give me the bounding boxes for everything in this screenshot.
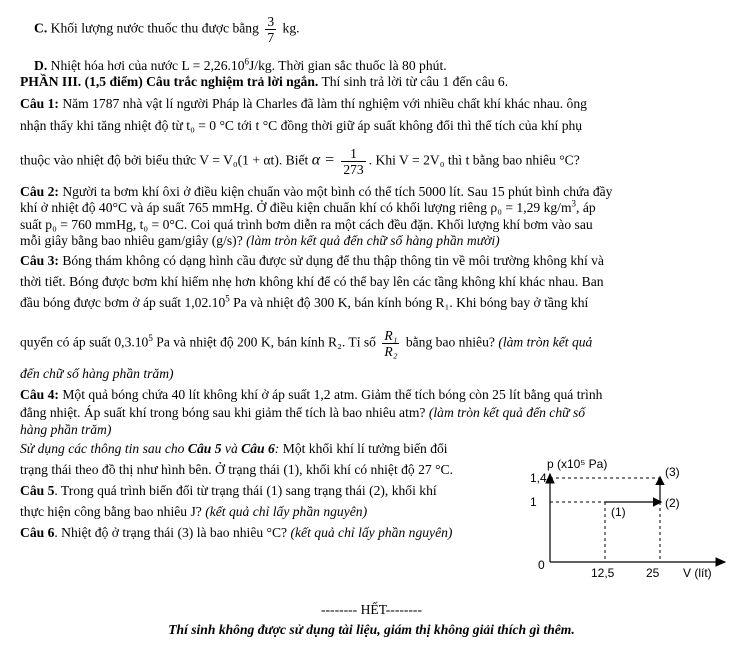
- q3-text3a: đầu bóng được bơm ở áp suất 1,02.10: [20, 295, 226, 310]
- q3-rounding-note: (làm tròn kết quả: [498, 334, 593, 350]
- q4-rounding-note2: hàng phần trăm): [20, 422, 112, 437]
- q1-text3b: . Khi V = 2V₀ thì t bằng bao nhiêu °C?: [368, 152, 580, 168]
- q3-text4b: Pa và nhiệt độ 200 K, bán kính R₂. Tỉ số: [156, 334, 376, 350]
- q1-text1: Năm 1787 nhà vật lí người Pháp là Charles đã làm thí nghiệm với nhiều chất khí khác nhau. ông: [62, 96, 587, 111]
- q4-text2: đẳng nhiệt. Áp suất khí trong bóng sau khi giảm thể tích là bao nhiêu atm?: [20, 405, 426, 420]
- q3-text4a: quyển có áp suất 0,3.10: [20, 334, 149, 350]
- origin-label: 0: [538, 558, 545, 572]
- q56-intro-f: Một khối khí lí tưởng biến đổi: [282, 441, 448, 456]
- q3-text3b: Pa và nhiệt độ 300 K, bán kính bóng R₁. Khi bóng bay ở tầng khí: [233, 295, 589, 310]
- q2-line4: [20, 232, 727, 250]
- x-tick-label: 12,5: [591, 566, 615, 580]
- q5-line2: [20, 503, 533, 521]
- q56-intro: [20, 440, 533, 458]
- q2-text2b: , áp: [576, 200, 596, 215]
- q3-line5: [20, 365, 727, 383]
- q56-intro-b: Câu 5: [187, 441, 222, 456]
- q4-line1: [20, 386, 727, 404]
- y-axis-label: p (x10⁵ Pa): [547, 457, 608, 471]
- frac-numerator: R₁: [384, 328, 398, 343]
- y-tick-label: 1,4: [530, 471, 547, 485]
- option-d-text: Nhiệt hóa hơi của nước L = 2,26.10: [50, 58, 245, 73]
- q6-label: Câu 6: [20, 525, 55, 540]
- q2-rounding-note: (làm tròn kết quả đến chữ số hàng phần mười): [246, 233, 500, 248]
- option-c-label: C.: [34, 20, 48, 36]
- q3-line4: [20, 328, 727, 359]
- option-c-unit: kg.: [282, 20, 300, 36]
- q2-text4: mỗi giây bằng bao nhiêu gam/giây (g/s)?: [20, 233, 243, 248]
- option-c-fraction: [265, 14, 276, 45]
- option-d-text2: J/kg. Thời gian sắc thuốc là 80 phút.: [249, 58, 447, 73]
- state-label: (2): [665, 496, 680, 510]
- q2-line3: suất p₀ = 760 mmHg, t₀ = 0°C. Coi quá trình bơm diễn ra một cách đều đặn. Khối lượng khí bơm vào sau: [20, 217, 593, 232]
- q56-intro-c: và: [224, 441, 238, 456]
- q3-fraction: [382, 328, 399, 359]
- q6-note: (kết quả chỉ lấy phần nguyên): [290, 525, 453, 540]
- q2-label: Câu 2:: [20, 184, 59, 199]
- q3-sup2: 5: [148, 333, 153, 344]
- q4-line2: [20, 404, 727, 422]
- q1-line2: nhận thấy khi tăng nhiệt độ từ t₀ = 0 °C tới t °C đồng thời giữ áp suất không đổi thì thể tích của khí phụ: [20, 118, 583, 133]
- q4-line3: [20, 421, 727, 439]
- pv-diagram: [525, 452, 735, 602]
- frac-denominator: R₂: [384, 344, 398, 359]
- q2-line2: [20, 199, 727, 217]
- q5-text: . Trong quá trình biến đổi từ trạng thái (1) sang trạng thái (2), khối khí: [54, 483, 437, 498]
- q1-fraction: [341, 146, 365, 177]
- q2-text1: Người ta bơm khí ôxi ở điều kiện chuẩn vào một bình có thể tích 5000 lít. Sau 15 phút bình chứa đầy: [62, 184, 613, 199]
- q56-intro-a: Sử dụng các thông tin sau cho: [20, 441, 185, 456]
- y-tick-label: 1: [530, 495, 537, 509]
- q2-sup: 3: [571, 198, 577, 209]
- q4-text1: Một quả bóng chứa 40 lít không khí ở áp suất 1,2 atm. Giảm thể tích bóng còn 25 lít bằng quá trình: [62, 387, 603, 402]
- q56-intro-e: :: [274, 441, 280, 456]
- frac-numerator: 1: [341, 146, 365, 162]
- frac-numerator: 3: [267, 14, 275, 29]
- state-label: (3): [665, 465, 680, 479]
- frac-denominator: 7: [267, 30, 275, 45]
- state-label: (1): [611, 505, 626, 519]
- q2-text2a: khí ở nhiệt độ 40°C và áp suất 765 mmHg. Ở điều kiện chuẩn khí có khối lượng riêng ρ₀ = 1,29 kg/m: [20, 200, 572, 215]
- q3-rounding-note2: đến chữ số hàng phần trăm): [20, 366, 174, 381]
- q56-line2: trạng thái theo đồ thị như hình bên. Ở trạng thái (1), khối khí có nhiệt độ 27 °C.: [20, 462, 454, 477]
- q5-label: Câu 5: [20, 483, 55, 498]
- q3-text4c: bằng bao nhiêu?: [405, 334, 495, 350]
- q1-label: Câu 1:: [20, 96, 59, 111]
- part3-header: [20, 73, 727, 91]
- part3-title: PHẦN III. (1,5 điểm) Câu trắc nghiệm trả lời ngắn.: [20, 74, 319, 89]
- option-d-label: D.: [34, 58, 48, 73]
- q1-alpha: α =: [311, 151, 335, 169]
- q5-line1: [20, 482, 533, 500]
- option-c: [34, 14, 727, 45]
- q5-note: (kết quả chỉ lấy phần nguyên): [205, 504, 368, 519]
- q3-line2: thời tiết. Bóng được bơm khí hiếm nhẹ hơn không khí để có thể bay lên các tầng không khí khác nhau. Ban: [20, 274, 604, 289]
- q3-label: Câu 3:: [20, 253, 59, 268]
- x-axis-label: V (lít): [683, 566, 712, 580]
- q3-line3: [20, 294, 727, 312]
- q1-line3: [20, 146, 727, 177]
- part3-instruction: Thí sinh trả lời từ câu 1 đến câu 6.: [321, 74, 509, 89]
- q6-text: . Nhiệt độ ở trạng thái (3) là bao nhiêu °C?: [54, 525, 288, 540]
- q1-line1: [20, 95, 727, 113]
- q3-line1: [20, 252, 727, 270]
- q4-label: Câu 4:: [20, 387, 59, 402]
- option-d-sup: 6: [244, 56, 250, 67]
- q3-sup1: 5: [225, 293, 230, 304]
- end-marker: -------- HẾT--------: [320, 602, 422, 617]
- footer-note: Thí sinh không được sử dụng tài liệu, giám thị không giải thích gì thêm.: [168, 622, 575, 637]
- option-c-text: Khối lượng nước thuốc thu được bằng: [50, 20, 259, 36]
- q5-text2: thực hiện công bằng bao nhiêu J?: [20, 504, 202, 519]
- q56-intro-d: Câu 6: [241, 441, 275, 456]
- frac-denominator: 273: [343, 162, 364, 177]
- q4-rounding-note: (làm tròn kết quả đến chữ số: [428, 405, 586, 420]
- q6-line: [20, 524, 533, 542]
- x-tick-label: 25: [646, 566, 660, 580]
- q1-text3a: thuộc vào nhiệt độ bởi biểu thức V = V₀(1 + αt). Biết: [20, 152, 309, 168]
- q3-text1: Bóng thám không có dạng hình cầu được sử dụng để thu thập thông tin về môi trường không khí và: [62, 253, 604, 268]
